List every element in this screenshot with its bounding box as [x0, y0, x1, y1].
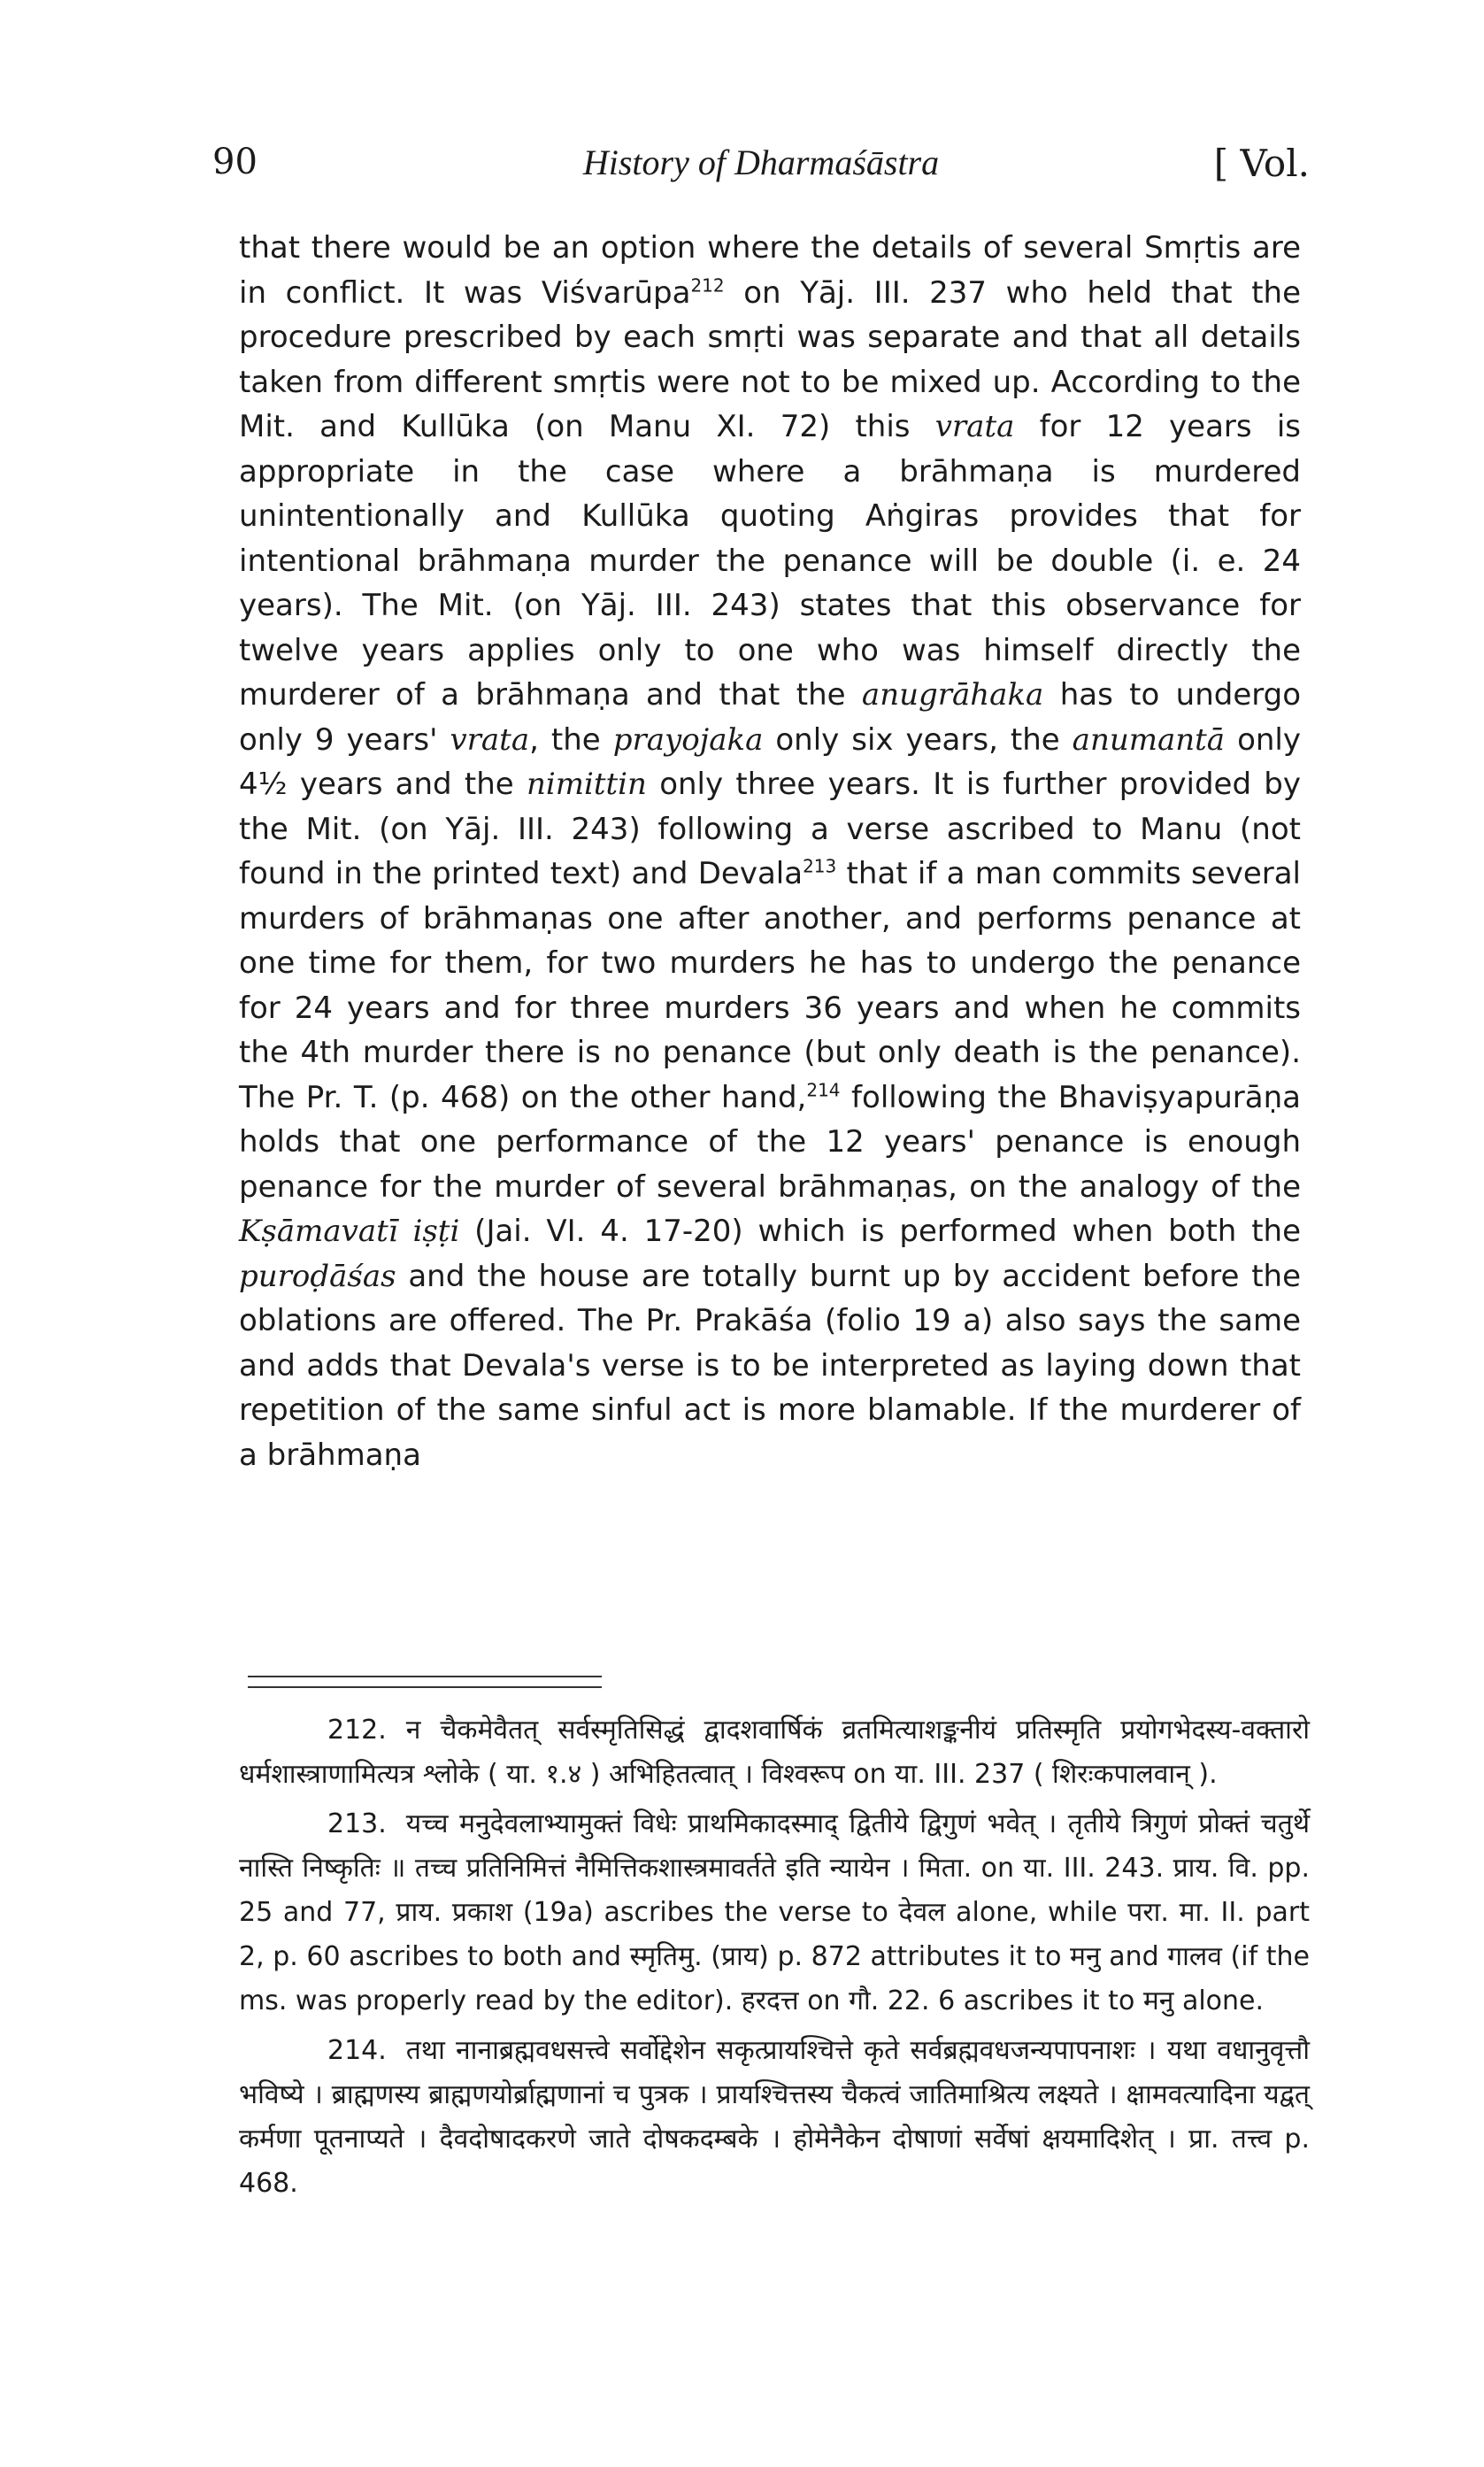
page-header [212, 142, 1310, 212]
footnote-ref-213: 213 [803, 855, 837, 877]
volume-label: [ Vol. [1213, 142, 1310, 185]
footnote-ref-212: 212 [690, 274, 725, 297]
footnote-ref-214: 214 [806, 1079, 841, 1101]
footnote-214: 214. तथा नानाब्रह्मवधसत्त्वे सर्वोद्देशेन सकृत्प्रायश्चित्ते कृते सर्वब्रह्मवधजन्यपापनाशः । यथा वधानुवृत्तौ भविष्ये । ब्राह्मणस्य ब्राह्मणयोर्ब्राह्मणानां च पुत्रक । प्रायश्चित्तस्य चैकत्वं जातिमाश्रित्य लक्ष्यते । क्षामवत्यादिना यद्वत् कर्मणा पूतनाप्यते । दैवदोषादकरणे जाते दोषकदम्बके । होमेनैकेन दोषाणां सर्वेषां क्षयमादिशेत् । प्रा. तत्त्व p. 468. [239, 2035, 1310, 2199]
page-number: 90 [212, 142, 258, 182]
footnote-213: 213. यच्च मनुदेवलाभ्यामुक्तं विधेः प्राथमिकादस्माद् द्वितीये द्विगुणं भवेत् । तृतीये त्रिगुणं प्रोक्तं चतुर्थे नास्ति निष्कृतिः ॥ तच्च प्रतिनिमित्तं नैमित्तिकशास्त्रमावर्तते इति न्यायेन । मिता. on या. III. 243. प्राय. वि. pp. 25 and 77, प्राय. प्रकाश (19a) ascribes the verse to देवल alone, while परा. मा. II. part 2, p. 60 ascribes to both and स्मृतिमु. (प्राय) p. 872 attributes it to मनु and गालव (if the ms. was properly read by the editor). हरदत्त on गौ. 22. 6 ascribes it to मनु alone. [239, 1808, 1310, 2016]
footnote-212: 212. न चैकमेवैतत् सर्वस्मृतिसिद्धं द्वादशवार्षिकं व्रतमित्याशङ्कनीयं प्रतिस्मृति प्रयोगभेदस्य-वक्तारो धर्मशास्त्राणामित्यत्र श्लोके ( या. १.४ ) अभिहितत्वात् । विश्वरूप on या. III. 237 ( शिरःकपालवान् ). [239, 1715, 1310, 1790]
footnotes [239, 1708, 1310, 2211]
body-paragraph: that there would be an option where the details of several Smṛtis are in conflict. It was Viśvarūpa$^{212}$ on Yāj. III. 237 who held that the procedure prescribed by each smṛti was separate and that all details taken from different smṛtis were not to be mixed up. According to the Mit. and Kullūka (on Manu XI. 72) this vrata for 12 years is appropriate in the case where a brāhmaṇa is murdered unintentionally and Kullūka quoting Aṅgiras provides that for intentional brāhmaṇa murder the penance will be double (i. e. 24 years). The Mit. (on Yāj. III. 243) states that this observance for twelve years applies only to one who was himself directly the murderer of a brāhmaṇa and that the anugrāhaka has to undergo only 9 years' vrata, the prayojaka only six years, the anumantā only 4½ years and the nimittin only three years. It is further provided by the Mit. (on Yāj. III. 243) following a verse ascribed to Manu (not found in the printed text) and Devala$^{213}$ that if a man commits several murders of brāhmaṇas one after another, and performs penance at one time for them, for two murders he has to undergo the penance for 24 years and for three murders 36 years and when he commits the 4th murder there is no penance (but only death is the penance). The Pr. T. (p. 468) on the other hand,$^{214}$ following the Bhaviṣyapurāṇa holds that one performance of the 12 years' penance is enough penance for the murder of several brāhmaṇas, on the analogy of the Kṣāmavatī iṣṭi (Jai. VI. 4. 17-20) which is performed when both the puroḍāśas and the house are totally burnt up by accident before the oblations are offered. The Pr. Prakāśa (folio 19 a) also says the same and adds that Devala's verse is to be interpreted as laying down that repetition of the same sinful act is more blamable. If the murderer of a brāhmaṇa [239, 230, 1302, 1473]
main-text [239, 226, 1301, 1477]
running-title: History of Dharmaśāstra [582, 143, 940, 182]
footnote-separator [248, 1676, 602, 1688]
